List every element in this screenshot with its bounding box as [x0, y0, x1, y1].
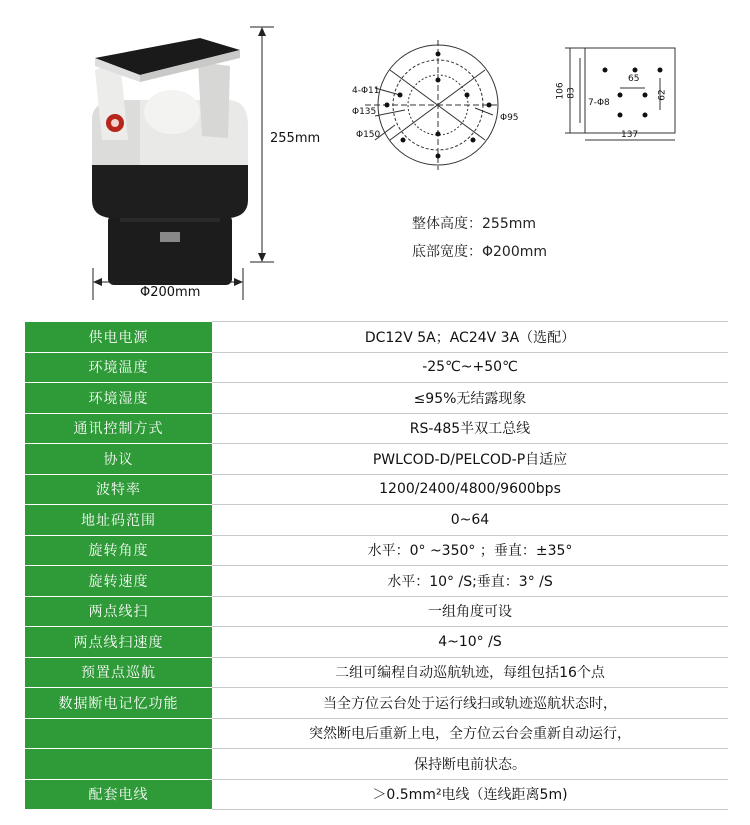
- spec-row: [25, 688, 728, 719]
- spec-key: 两点线扫: [25, 596, 212, 627]
- spec-row: [25, 352, 728, 383]
- spec-key: 环境温度: [25, 352, 212, 383]
- product-header: [0, 0, 750, 320]
- spec-key: 预置点巡航: [25, 657, 212, 688]
- spec-value: 一组角度可设: [212, 596, 728, 627]
- spec-row: [25, 596, 728, 627]
- spec-value: DC12V 5A；AC24V 3A（选配）: [212, 322, 728, 353]
- spec-key: 地址码范围: [25, 505, 212, 536]
- label-d150: Φ150: [356, 130, 381, 140]
- spec-value: 二组可编程自动巡航轨迹，每组包括16个点: [212, 657, 728, 688]
- spec-key: 配套电线: [25, 779, 212, 810]
- spec-value: 当全方位云台处于运行线扫或轨迹巡航状态时，: [212, 688, 728, 719]
- spec-table: [25, 321, 728, 810]
- spec-value: 1200/2400/4800/9600bps: [212, 474, 728, 505]
- label-83: 83: [566, 87, 577, 99]
- spec-row: [25, 627, 728, 658]
- spec-row: [25, 413, 728, 444]
- spec-value: 4~10° /S: [212, 627, 728, 658]
- spec-key: 旋转速度: [25, 566, 212, 597]
- spec-row: [25, 779, 728, 810]
- spec-value: PWLCOD-D/PELCOD-P自适应: [212, 444, 728, 475]
- spec-row: [25, 505, 728, 536]
- label-7-holes: 7-Φ8: [588, 98, 610, 108]
- spec-key: 通讯控制方式: [25, 413, 212, 444]
- spec-value: 突然断电后重新上电，全方位云台会重新自动运行，: [212, 718, 728, 749]
- spec-value: RS-485半双工总线: [212, 413, 728, 444]
- label-62: 62: [657, 89, 668, 101]
- label-d95: Φ95: [500, 113, 519, 123]
- spec-row: [25, 749, 728, 780]
- spec-value: 水平：10° /S;垂直：3° /S: [212, 566, 728, 597]
- spec-value: 保持断电前状态。: [212, 749, 728, 780]
- spec-value: -25℃~+50℃: [212, 352, 728, 383]
- spec-key: 两点线扫速度: [25, 627, 212, 658]
- label-4-holes: 4-Φ11: [352, 86, 380, 96]
- label-65: 65: [628, 74, 640, 84]
- spec-key: 环境湿度: [25, 383, 212, 414]
- spec-row: [25, 322, 728, 353]
- label-137: 137: [621, 130, 639, 140]
- overall-specs: [412, 210, 547, 266]
- spec-key: 协议: [25, 444, 212, 475]
- spec-key: 波特率: [25, 474, 212, 505]
- spec-row: [25, 444, 728, 475]
- label-106: 106: [555, 82, 566, 100]
- spec-row: [25, 566, 728, 597]
- label-d135: Φ135: [352, 107, 377, 117]
- spec-key: 供电电源: [25, 322, 212, 353]
- overall-height: 整体高度：255mm: [412, 216, 536, 232]
- spec-value: 水平：0° ~350° ；垂直：±35°: [212, 535, 728, 566]
- spec-value: ≤95%无结露现象: [212, 383, 728, 414]
- spec-key: 数据断电记忆功能: [25, 688, 212, 719]
- spec-table-body: [25, 322, 728, 810]
- base-width: 底部宽度：Φ200mm: [412, 244, 548, 260]
- spec-key: 旋转角度: [25, 535, 212, 566]
- width-dimension-label: Φ200mm: [140, 285, 201, 300]
- spec-row: [25, 474, 728, 505]
- spec-value: 0~64: [212, 505, 728, 536]
- spec-row: [25, 383, 728, 414]
- spec-key: [25, 718, 212, 749]
- spec-row: [25, 535, 728, 566]
- spec-row: [25, 657, 728, 688]
- height-dimension-label: 255mm: [270, 131, 321, 146]
- spec-key: [25, 749, 212, 780]
- spec-value: ＞0.5mm²电线（连线距离5m): [212, 779, 728, 810]
- spec-row: [25, 718, 728, 749]
